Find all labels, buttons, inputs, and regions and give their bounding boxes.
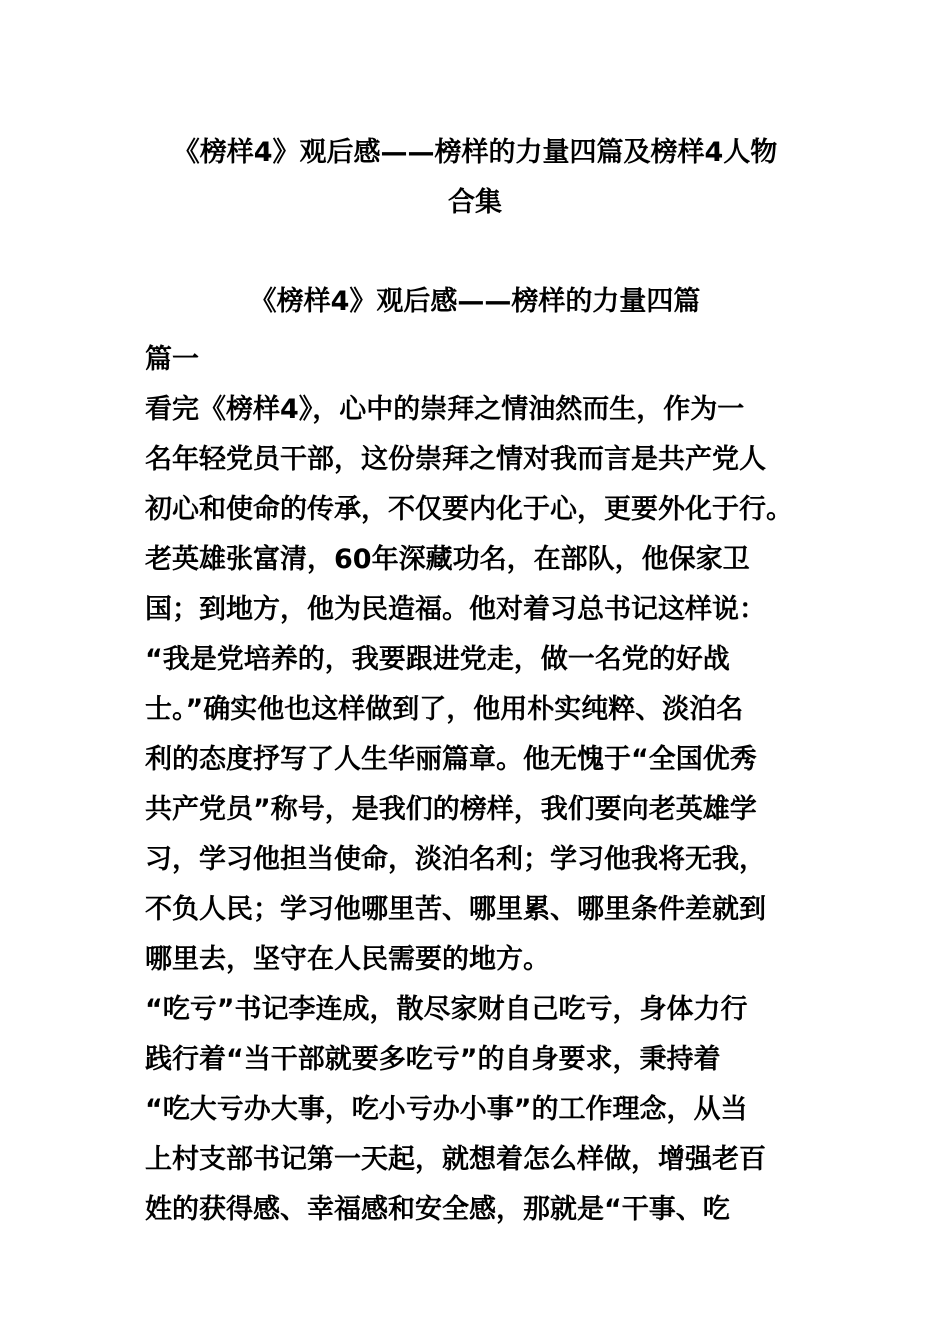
paragraph-line: “我是党培养的，我要跟进党走，做一名党的好战	[145, 644, 730, 675]
paragraph-line: 名年轻党员干部，这份崇拜之情对我而言是共产党人	[145, 444, 766, 475]
body-text	[145, 335, 845, 1235]
paragraph-line: 上村支部书记第一天起，就想着怎么样做，增强老百	[145, 1144, 766, 1175]
paragraph-line: 姓的获得感、幸福感和安全感，那就是“干事、吃	[145, 1194, 730, 1225]
document-title-line-1: 《榜样4》观后感——榜样的力量四篇及榜样4人物	[172, 137, 778, 168]
paragraph-line: 哪里去，坚守在人民需要的地方。	[145, 944, 550, 975]
paragraph-line: 老英雄张富清，60年深藏功名，在部队，他保家卫	[145, 544, 750, 575]
paragraph-line: 共产党员”称号，是我们的榜样，我们要向老英雄学	[145, 794, 757, 825]
paragraph-line: 士。”确实他也这样做到了，他用朴实纯粹、淡泊名	[145, 694, 744, 725]
paragraph-line: 看完《榜样4》，心中的崇拜之情油然而生，作为一	[145, 394, 745, 425]
section-label: 篇一	[145, 344, 199, 375]
paragraph-line: 不负人民；学习他哪里苦、哪里累、哪里条件差就到	[145, 894, 766, 925]
paragraph-line: 习，学习他担当使命，淡泊名利；学习他我将无我，	[145, 844, 766, 875]
paragraph-line: “吃大亏办大事，吃小亏办小事”的工作理念，从当	[145, 1094, 748, 1125]
paragraph-line: 初心和使命的传承，不仅要内化于心，更要外化于行。	[145, 494, 793, 525]
paragraph-line: 践行着“当干部就要多吃亏”的自身要求，秉持着	[145, 1044, 721, 1075]
paragraph-line: 利的态度抒写了人生华丽篇章。他无愧于“全国优秀	[145, 744, 757, 775]
section-heading: 《榜样4》观后感——榜样的力量四篇	[249, 286, 701, 317]
paragraph-line: “吃亏”书记李连成，散尽家财自己吃亏，身体力行	[145, 994, 748, 1025]
paragraph-line: 国；到地方，他为民造福。他对着习总书记这样说：	[145, 594, 766, 625]
document-title-line-2: 合集	[448, 187, 502, 218]
